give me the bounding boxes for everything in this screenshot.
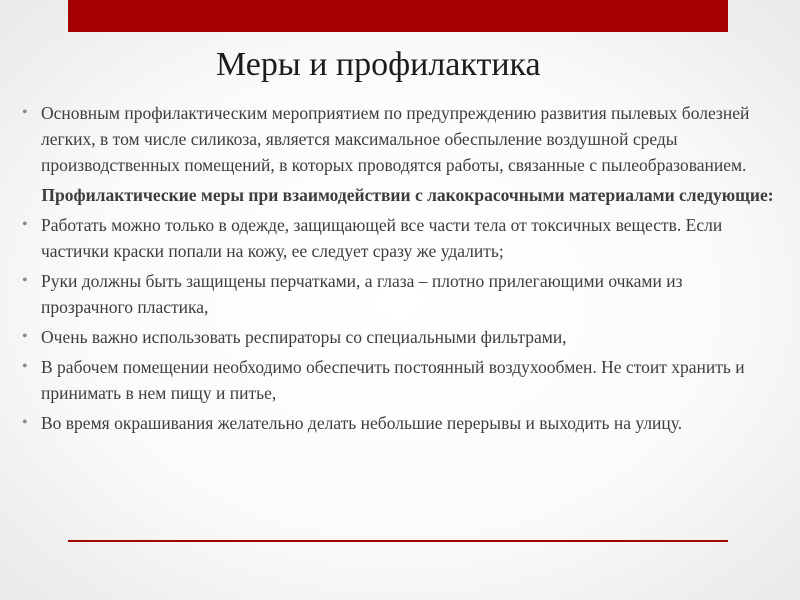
list-item-text: В рабочем помещении необходимо обеспечить постоянный воздухообмен. Не стоит хранить и принимать в нем пищу и питье, [41,357,745,403]
intro-paragraph [22,100,774,178]
bullet-dot-icon: • [22,216,28,233]
list-item [22,212,774,264]
slide-content [22,100,774,436]
list-item [22,410,774,436]
bullet-dot-icon: • [22,358,28,375]
list-item [22,268,774,320]
bottom-accent-line [68,540,728,542]
bullet-dot-icon: • [22,328,28,345]
bullet-dot-icon: • [22,104,28,121]
list-item [22,354,774,406]
intro-text: Основным профилактическим мероприятием по предупреждению развития пылевых болезней легких, в том числе силикоза, является максимальное обеспыление воздушной среды производственных помещений, в которых проводятся работы, связанные с пылеобразованием. [41,103,750,175]
top-accent-bar [68,0,728,32]
bullet-dot-icon: • [22,414,28,431]
slide-title: Меры и профилактика [216,46,541,83]
bullet-dot-icon: • [22,272,28,289]
list-item-text: Очень важно использовать респираторы со специальными фильтрами, [41,327,567,347]
list-item-text: Во время окрашивания желательно делать небольшие перерывы и выходить на улицу. [41,413,683,433]
list-item [22,324,774,350]
list-item-text: Руки должны быть защищены перчатками, а глаза – плотно прилегающими очками из прозрачного пластика, [41,271,683,317]
subheading: Профилактические меры при взаимодействии с лакокрасочными материалами следующие: [41,185,774,205]
list-item-text: Работать можно только в одежде, защищающей все части тела от токсичных веществ. Если частички краски попали на кожу, ее следует сразу же удалить; [41,215,723,261]
